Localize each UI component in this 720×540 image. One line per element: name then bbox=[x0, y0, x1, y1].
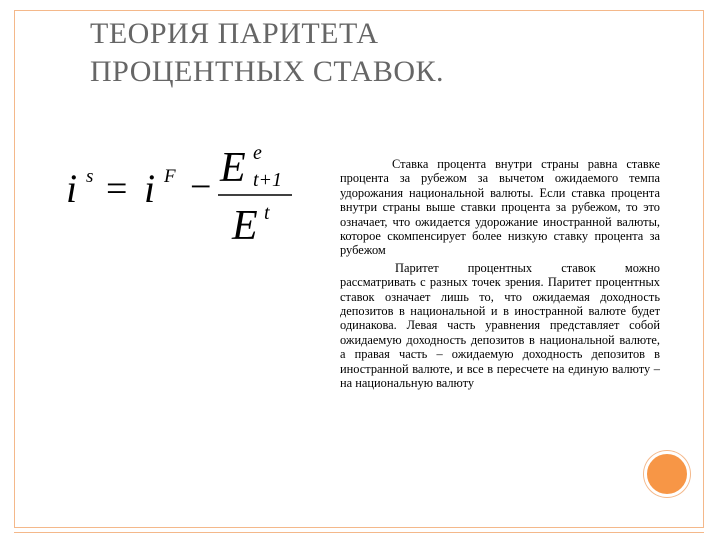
formula-lhs-sup: s bbox=[86, 166, 94, 187]
formula-lhs-base: i bbox=[66, 166, 78, 211]
formula-den-base: E bbox=[232, 203, 258, 249]
paragraph-2: Паритет процентных ставок можно рассматривать с разных точек зрения. Паритет процентных ставок означает лишь то, что ожидаемая доходность депозитов в национальной и в иностранной валюте будет одинакова. Левая часть уравнения представляет собой ожидаемую доходность депозитов в национальной валюте, а правая часть – ожидаемую доходность депозитов в иностранной валюте, и все в пересчете на единую валюту – на национальную валюту bbox=[340, 260, 660, 391]
slide-title bbox=[90, 15, 650, 91]
body-text bbox=[340, 157, 660, 394]
formula-rhs-base: i bbox=[144, 166, 156, 211]
decorative-circle bbox=[644, 451, 690, 497]
formula-num-base: E bbox=[220, 145, 246, 191]
formula-equals: = bbox=[106, 168, 128, 210]
interest-parity-formula bbox=[60, 135, 330, 255]
title-line-1: ТЕОРИЯ ПАРИТЕТА bbox=[90, 17, 379, 50]
formula-num-sub: t+1 bbox=[253, 169, 283, 191]
formula-minus: − bbox=[190, 166, 212, 208]
formula-den-sup: t bbox=[264, 202, 270, 224]
title-line-2: ПРОЦЕНТНЫХ СТАВОК. bbox=[90, 55, 445, 88]
formula-num-sup: e bbox=[253, 142, 262, 164]
formula-rhs-sup: F bbox=[164, 166, 176, 187]
paragraph-1: Ставка процента внутри страны равна ставке процента за рубежом за вычетом ожидаемого темпа удорожания национальной валюты. Если ставка процента внутри страны выше ставки процента за рубежом, то это означает, что ожидается удорожание иностранной валюты, которое скомпенсирует более низкую ставку процента за рубежом bbox=[340, 157, 660, 258]
frame-underline bbox=[14, 528, 704, 533]
